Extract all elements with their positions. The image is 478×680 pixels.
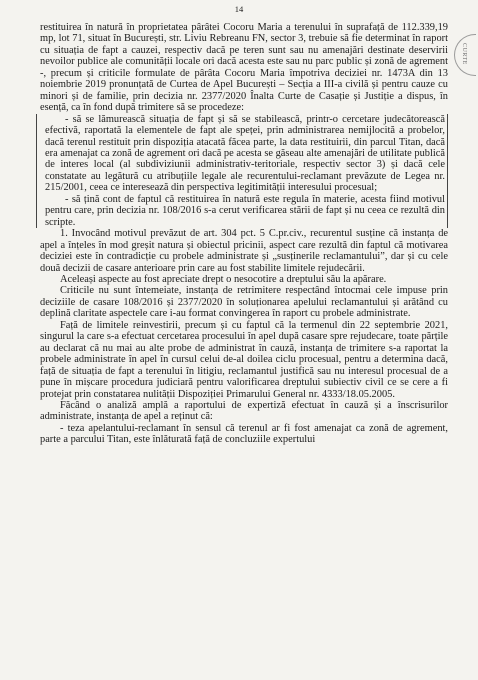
paragraph-ground-1: 1. Invocând motivul prevăzut de art. 304 pct. 5 C.pr.civ., recurentul susține că instanța de apel a înțeles în mod greșit natura și obiectul pricinii, aspect care rezultă din faptul că motivarea deciziei este în contradicție cu probele administrate și „susținerile reclamantului”, dar și cu cele două decizii de casare anterioare prin care au fost stabilite limitele rejudecării. (40, 228, 448, 274)
directive-item: - să se lămurească situația de fapt și să se stabilească, printr-o cercetare judecătorească efectivă, raportată la elementele de fapt ale speței, prin administrarea nemijlocită a probelor, dacă terenul restituit prin dispoziția atacată făcea parte, la data restituirii, din parcul Titan, dacă era amenajat ca zonă de agrement ori dacă pe acesta se găseau alte amenajări de utilitate publică de interes local (al subdiviziunii administrativ-teritoriale, respectiv sector 3) și dacă cele constatate au legătură cu atribuțiile legale ale recurentului-reclamant prevăzute de Legea nr. 215/2001, ceea ce interesează din perspectiva legitimității interesului procesual; (45, 113, 445, 194)
paragraph: Față de limitele reinvestirii, precum și cu faptul că la termenul din 22 septembrie 2021, singurul la care s-a efectuat cercetarea procesului în apel după casare spre rejudecare, toate părțile au declarat că nu mai au alte probe de administrat în cauză, instanța de trimitere s-a raportat la probele administrate în apel în cursul celui de-al doilea ciclu procesual, pentru a determina dacă, față de situația de fapt a terenului în litigiu, reclamantul justifică sau nu interesul procesual de a pune în mișcare procedura judiciară pentru valorificarea dreptului subiectiv civil ce se cere a fi protejat prin constatarea nulității Dispoziției Primarului General nr. 4333/18.05.2005. (40, 319, 448, 400)
paragraph: Aceleași aspecte au fost apreciate drept o nesocotire a dreptului său la apărare. (60, 273, 387, 285)
quoted-directives (36, 114, 448, 229)
directive-item: - să țină cont de faptul că restituirea în natură este regula în materie, acesta fiind motivul pentru care, prin decizia nr. 108/2016 s-a cerut verificarea stării de fapt și nu ceea ce rezultă din scripte. (45, 193, 445, 228)
paragraph: Făcând o analiză amplă a raportului de expertiză efectuat în cauză și a înscrisurilor administrate, instanța de apel a reținut că: (40, 399, 448, 423)
paragraph: - teza apelantului-reclamant în sensul că terenul ar fi fost amenajat ca zonă de agrement, parte a parcului Titan, este înlăturată față de concluziile expertului (40, 422, 448, 446)
stamp-text: CURTE (461, 43, 467, 65)
page-number: 14 (234, 4, 244, 14)
paragraph-intro: restituirea în natură în proprietatea pârâtei Cocoru Maria a terenului în suprafață de 112.339,19 mp, lot 71, situat în București, str. Liviu Rebreanu FN, sector 3, trebuie să fie determinat în raport cu situația de fapt a cauzei, respectiv dacă pe teren sunt sau nu amenajări destinate deservirii nevoilor publice ale comunității locale ori dacă acesta este sau nu parc public și zonă de agrement -, precum și criticile formulate de pârâta Cocoru Maria împotriva deciziei nr. 1473A din 13 noiembrie 2019 pronunțată de Curtea de Apel București – Secția a III-a civilă și pentru cauze cu minori și de familie, prin decizia nr. 2377/2020 Înalta Curte de Casație și Justiție a dispus, în esență, ca în fond după trimitere să se procedeze: (40, 22, 448, 114)
paragraph: Criticile nu sunt întemeiate, instanța de retrimitere respectând întocmai cele impuse prin deciziile de casare 108/2016 și 2377/2020 în soluționarea apelului reclamantului și arătând cu deplină claritate aspectele care i-au format convingerea în raport cu probele administrate. (40, 285, 448, 320)
